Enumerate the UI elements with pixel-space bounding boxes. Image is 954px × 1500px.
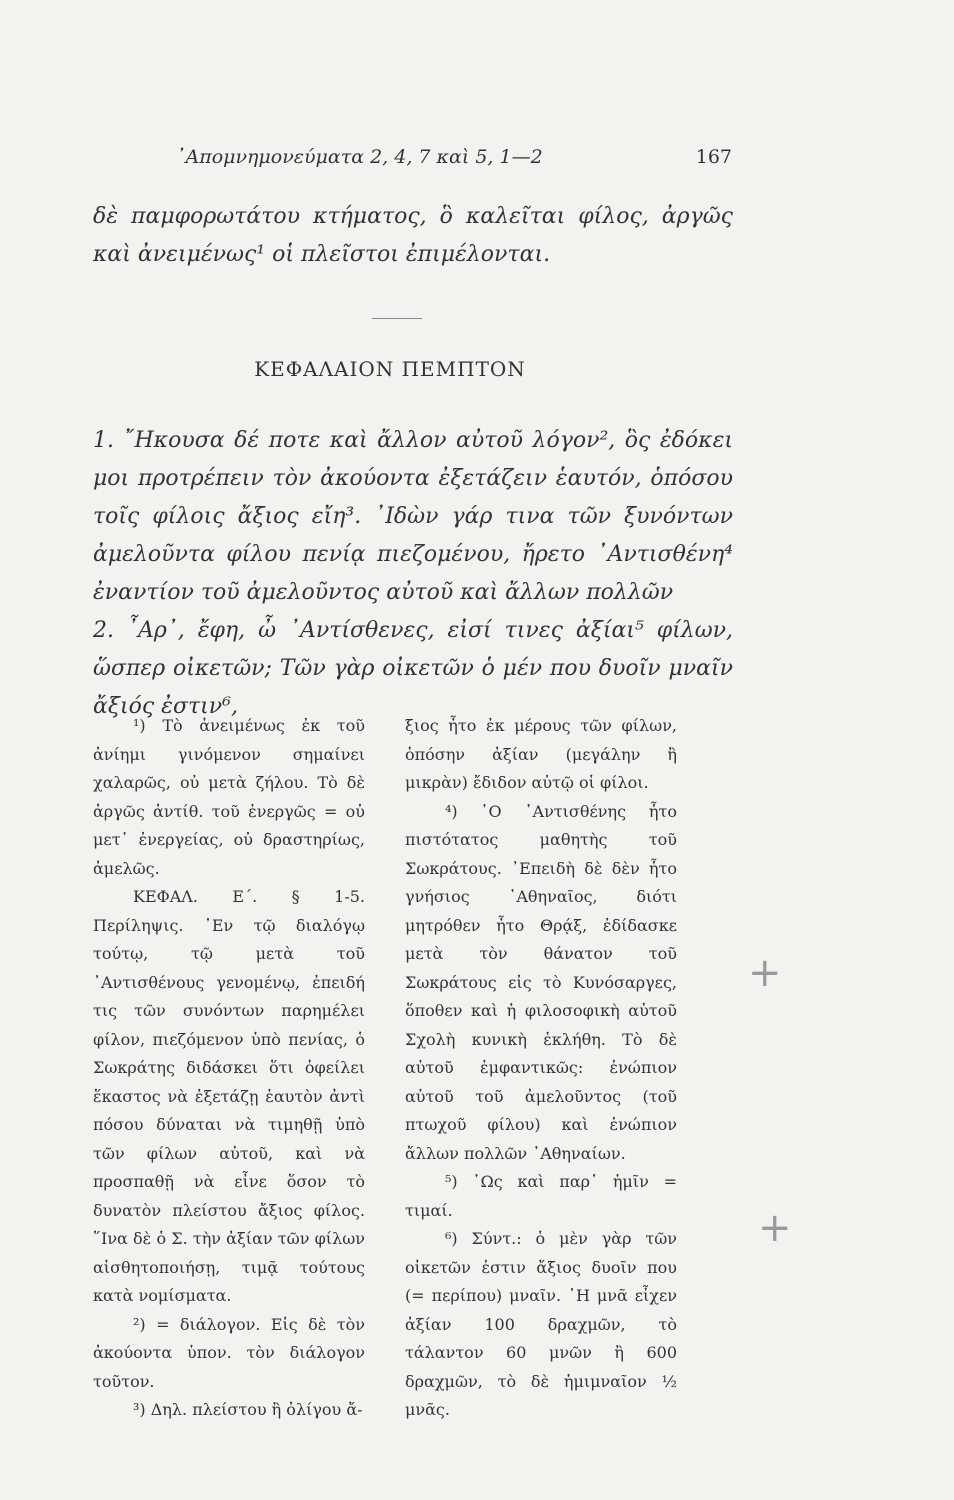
chapter-summary-note: ΚΕΦΑΛ. Ε΄. § 1-5. Περίληψις. ᾿Εν τῷ διαλόγῳ τούτῳ, τῷ μετὰ τοῦ ᾿Αντισθένους γενομένῳ, ἐπειδή τις τῶν συνόντων παρημέλει φίλον, πιεζόμενον ὑπὸ πενίας, ὁ Σωκράτης διδάσκει ὅτι ὀφείλει ἕκαστος νὰ ἐξετάζῃ ἑαυτὸν ἀντὶ πόσου δύναται νὰ τιμηθῇ ὑπὸ τῶν φίλων αὐτοῦ, καὶ νὰ προσπαθῇ νὰ εἶνε ὅσον τὸ δυνατὸν πλείστου ἄξιος φίλος. ῞Ινα δὲ ὁ Σ. τὴν ἀξίαν τῶν φίλων αἰσθητοποιήσῃ, τιμᾷ τούτους κατὰ νομίσματα. bbox=[93, 887, 365, 1305]
footnote-5: ⁵) ῾Ως καὶ παρ᾿ ἡμῖν = τιμαί. bbox=[405, 1172, 677, 1220]
footnote-1: ¹) Τὸ ἀνειμένως ἐκ τοῦ ἀνίημι γινόμενον σημαίνει χαλαρῶς, οὐ μετὰ ζήλου. Τὸ δὲ ἀργῶς ἀντίθ. τοῦ ἐνεργῶς = οὐ μετ᾿ ἐνεργείας, οὐ δραστηρίως, ἀμελῶς. bbox=[93, 716, 365, 878]
intro-text-block bbox=[93, 198, 733, 274]
footnotes-left-column bbox=[93, 712, 365, 1425]
running-title: ᾿Απομνημονεύματα 2, 4, 7 καὶ 5, 1—2 bbox=[176, 146, 543, 168]
main-paragraph-2: 2. ῏Αρ᾿, ἔφη, ὦ ᾿Αντίσθενες, εἰσί τινες ἀξίαι⁵ φίλων, ὥσπερ οἰκετῶν; Τῶν γὰρ οἰκετῶν ὁ μέν που δυοῖν μναῖν ἄξιός ἐστιν⁶, bbox=[93, 618, 733, 719]
footnote-4: ⁴) ῾Ο ᾿Αντισθένης ἦτο πιστότατος μαθητὴς τοῦ Σωκράτους. ᾿Επειδὴ δὲ δὲν ἦτο γνήσιος ᾿Αθηναῖος, διότι μητρόθεν ἦτο Θρᾴξ, ἐδίδασκε μετὰ τὸν θάνατον τοῦ Σωκράτους εἰς τὸ Κυνόσαργες, ὅποθεν καὶ ἡ φιλοσοφικὴ αὐτοῦ Σχολὴ κυνικὴ ἐκλήθη. Τὸ δὲ αὐτοῦ ἐμφαντικῶς: ἐνώπιον αὐτοῦ τοῦ ἀμελοῦντος (τοῦ πτωχοῦ φίλου) καὶ ἐνώπιον ἄλλων πολλῶν ᾿Αθηναίων. bbox=[405, 801, 677, 1163]
chapter-title: ΚΕΦΑΛΑΙΟΝ ΠΕΜΠΤΟΝ bbox=[254, 357, 526, 381]
running-header bbox=[176, 146, 732, 168]
page-number: 167 bbox=[695, 146, 732, 168]
footnote-2: ²) = διάλογον. Εἰς δὲ τὸν ἀκούοντα ὑπον. τὸν διάλογον τοῦτον. bbox=[93, 1314, 365, 1391]
section-divider bbox=[372, 318, 422, 319]
intro-paragraph: δὲ παμφορωτάτου κτήματος, ὃ καλεῖται φίλος, ἀργῶς καὶ ἀνειμένως¹ οἱ πλεῖστοι ἐπιμέλονται. bbox=[93, 204, 733, 267]
footnote-3-continued: ξιος ἦτο ἐκ μέρους τῶν φίλων, ὁπόσην ἀξίαν (μεγάλην ἢ μικρὰν) ἔδιδον αὐτῷ οἱ φίλοι. bbox=[405, 716, 677, 792]
margin-cross-mark-1: + bbox=[748, 950, 782, 996]
main-paragraph-1: 1. ῎Ηκουσα δέ ποτε καὶ ἄλλον αὐτοῦ λόγον², ὃς ἐδόκει μοι προτρέπειν τὸν ἀκούοντα ἐξετάζειν ἑαυτόν, ὁπόσου τοῖς φίλοις ἄξιος εἴη³. ᾿Ιδὼν γάρ τινα τῶν ξυνόντων ἀμελοῦντα φίλου πενίᾳ πιεζομένου, ἤρετο ᾿Αντισθένη⁴ ἐναντίον τοῦ ἀμελοῦντος αὐτοῦ καὶ ἄλλων πολλῶν bbox=[93, 428, 733, 605]
footnote-3: ³) Δηλ. πλείστου ἢ ὀλίγου ἄ- bbox=[133, 1400, 363, 1419]
main-text bbox=[93, 422, 733, 726]
footnote-6: ⁶) Σύντ.: ὁ μὲν γὰρ τῶν οἰκετῶν ἐστιν ἄξιος δυοῖν που (= περίπου) μναῖν. ῾Η μνᾶ εἶχεν ἀξίαν 100 δραχμῶν, τὸ τάλαντον 60 μνῶν ἢ 600 δραχμῶν, τὸ δὲ ἡμιμναῖον ½ μνᾶς. bbox=[405, 1229, 677, 1419]
margin-cross-mark-2: + bbox=[758, 1205, 792, 1251]
footnotes-right-column bbox=[405, 712, 677, 1425]
